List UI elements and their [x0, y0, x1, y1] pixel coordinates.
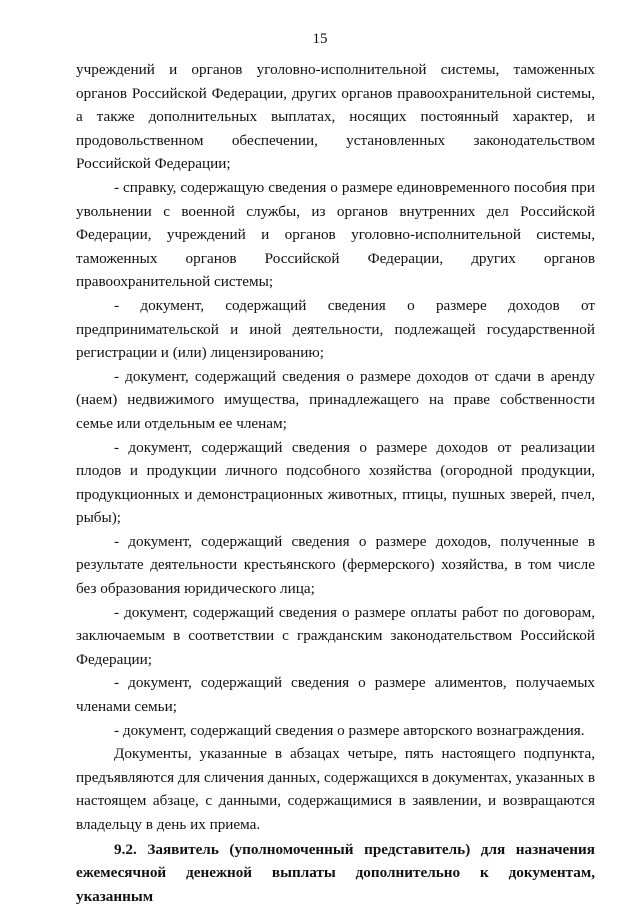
paragraph-business-income: - документ, содержащий сведения о размере доходов от предпринимательской и иной деятельности, подлежащей государственной регистрации и (или) лицензированию;: [76, 296, 595, 362]
paragraph-alimony: - документ, содержащий сведения о размере алиментов, получаемых членами семьи;: [76, 674, 595, 716]
paragraph-civil-contract-income: - документ, содержащий сведения о размере оплаты работ по договорам, заключаемым в соответствии с гражданским законодательством Российской Федерации;: [76, 603, 595, 668]
paragraph-severance-certificate: - справку, содержащую сведения о размере единовременного пособия при увольнении с военной службы, из органов внутренних дел Российской Федерации, учреждений и органов уголовно-исполнительной системы, таможенных органов Российской Федерации, других органов правоохранительной системы;: [76, 178, 595, 291]
page-number: 15: [312, 31, 328, 47]
paragraph-income-statement-continuation: учреждений и органов уголовно-исполнительной системы, таможенных органов Российской Федерации, других органов правоохранительной системы, а также дополнительных выплатах, носящих постоянный характер, и продовольственном обеспечении, установленных законодательством Российской Федерации;: [76, 61, 595, 173]
paragraph-farm-enterprise-income: - документ, содержащий сведения о размере доходов, полученные в результате деятельности крестьянского (фермерского) хозяйства, в том числе без образования юридического лица;: [76, 532, 595, 598]
paragraph-royalty: - документ, содержащий сведения о размере авторского вознаграждения.: [114, 721, 585, 739]
paragraph-household-farm-income: - документ, содержащий сведения о размере доходов от реализации плодов и продукции личного подсобного хозяйства (огородной продукции, продукционных и демонстрационных животных, птицы, пушных зверей, пчел, рыбы);: [76, 438, 595, 527]
document-body: [76, 58, 595, 908]
paragraph-documents-return: Документы, указанные в абзацах четыре, пять настоящего подпункта, предъявляются для сличения данных, содержащихся в документах, указанных в настоящем абзаце, с данными, содержащимися в заявлении, и возвращаются владельцу в день их приема.: [76, 745, 595, 833]
paragraph-rental-income: - документ, содержащий сведения о размере доходов от сдачи в аренду (наем) недвижимого имущества, принадлежащего на праве собственности семье или отдельным ее членам;: [76, 367, 595, 432]
section-9-2-heading: 9.2. Заявитель (уполномоченный представитель) для назначения ежемесячной денежной выплаты дополнительно к документам, указанным: [76, 840, 595, 905]
